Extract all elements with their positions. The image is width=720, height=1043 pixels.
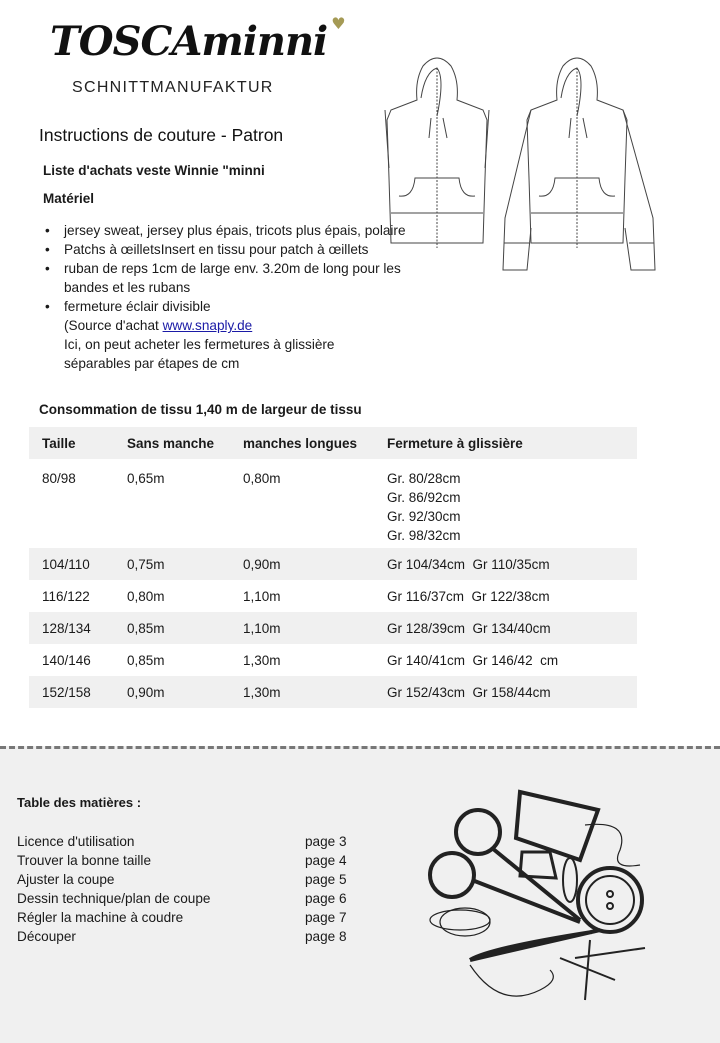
page-title: Instructions de couture - Patron: [39, 125, 284, 145]
sleeveless-cell: 0,75m: [114, 548, 230, 580]
toc-item[interactable]: [17, 908, 357, 927]
column-header: Taille: [29, 427, 114, 459]
toc-label: Dessin technique/plan de coupe: [17, 891, 211, 906]
table-row: [29, 580, 637, 612]
toc-page: page 8: [305, 929, 347, 944]
toc-list: [17, 832, 357, 946]
long-sleeve-cell: 1,30m: [243, 652, 281, 668]
toc-label: Régler la machine à coudre: [17, 910, 184, 925]
size-cell: 140/146: [42, 652, 91, 668]
sewing-tools-illustration: [420, 780, 650, 1000]
safety-pin-icon: [563, 858, 577, 902]
material-item: • Patchs à œilletsInsert en tissu pour patch à œillets: [43, 240, 433, 259]
zip-cell: [374, 459, 637, 548]
brand-tagline: SCHNITTMANUFAKTUR: [72, 79, 274, 96]
fabric-table: [29, 427, 637, 708]
scissors-icon: [430, 810, 580, 922]
long-sleeve-jacket-drawing: [503, 58, 655, 270]
toc-label: Trouver la bonne taille: [17, 853, 151, 868]
fabric-consumption-heading: Consommation de tissu 1,40 m de largeur de tissu: [39, 402, 362, 417]
size-cell: 80/98: [42, 471, 76, 486]
toc-label: Ajuster la coupe: [17, 872, 115, 887]
sleeveless-cell: 0,65m: [127, 471, 165, 486]
long-sleeve-cell: 1,10m: [243, 588, 281, 604]
sleeveless-cell: 0,85m: [114, 612, 230, 644]
size-cell: 104/110: [29, 548, 114, 580]
column-header: manches longues: [230, 427, 374, 459]
sleeveless-cell: 0,90m: [114, 676, 230, 708]
toc-page: page 6: [305, 891, 347, 906]
snaply-link[interactable]: www.snaply.de: [162, 318, 253, 333]
table-row: [29, 459, 637, 548]
materials-heading: Matériel: [43, 191, 95, 206]
table-row: [29, 612, 637, 644]
toc-page: page 3: [305, 834, 347, 849]
table-row: [29, 644, 637, 676]
material-item-zipper: [43, 297, 433, 373]
long-sleeve-cell: 1,10m: [230, 612, 374, 644]
table-row: [29, 548, 637, 580]
material-item: • ruban de reps 1cm de large env. 3.20m de long pour les bandes et les rubans: [43, 259, 433, 297]
table-row: [29, 676, 637, 708]
size-cell: 128/134: [29, 612, 114, 644]
zip-cell: Gr 116/37cm Gr 122/38cm: [387, 588, 550, 604]
brand-logo: [50, 14, 346, 70]
material-item: • jersey sweat, jersey plus épais, tricots plus épais, polaire: [43, 221, 433, 240]
zipper-note-line: séparables par étapes de cm: [64, 356, 240, 371]
size-cell: 152/158: [29, 676, 114, 708]
toc-item[interactable]: [17, 832, 357, 851]
zip-cell: Gr 152/43cm Gr 158/44cm: [374, 676, 637, 708]
zip-cell: Gr 140/41cm Gr 146/42 cm: [387, 652, 559, 668]
toc-title: Table des matières :: [17, 795, 142, 810]
toc-item[interactable]: [17, 851, 357, 870]
zipper-note-line: Ici, on peut acheter les fermetures à glissière: [64, 337, 335, 352]
sleeveless-jacket-drawing: [385, 58, 489, 248]
zip-size: Gr. 98/32cm: [387, 528, 461, 543]
source-prefix: (Source d'achat: [64, 318, 163, 333]
column-header: Fermeture à glissière: [374, 427, 637, 459]
size-cell: 116/122: [42, 588, 90, 604]
zip-cell: Gr 128/39cm Gr 134/40cm: [374, 612, 637, 644]
heart-icon: ♥: [331, 14, 346, 33]
thread-spool-icon: [516, 792, 598, 860]
thread-bundle-icon: [430, 824, 640, 996]
button-icon: [578, 868, 642, 932]
zipper-line: fermeture éclair divisible: [64, 299, 211, 314]
zip-size: Gr. 80/28cm: [387, 471, 461, 486]
toc-page: page 5: [305, 872, 347, 887]
toc-item[interactable]: [17, 889, 357, 908]
zip-size: Gr. 86/92cm: [387, 490, 461, 505]
toc-item[interactable]: [17, 927, 357, 946]
needle-icon: [470, 930, 600, 960]
sleeveless-cell: 0,80m: [127, 588, 165, 604]
sleeveless-cell: 0,85m: [127, 652, 165, 668]
table-header-row: [29, 427, 637, 459]
zip-cell: Gr 104/34cm Gr 110/35cm: [374, 548, 637, 580]
column-header: Sans manche: [114, 427, 230, 459]
toc-label: Découper: [17, 929, 76, 944]
toc-item[interactable]: [17, 870, 357, 889]
brand-name: TOSCAminni: [50, 18, 328, 65]
materials-list: [43, 221, 433, 373]
pins-icon: [560, 940, 645, 1000]
toc-page: page 7: [305, 910, 347, 925]
toc-label: Licence d'utilisation: [17, 834, 135, 849]
long-sleeve-cell: 0,90m: [230, 548, 374, 580]
long-sleeve-cell: 0,80m: [243, 471, 281, 486]
toc-page: page 4: [305, 853, 347, 868]
long-sleeve-cell: 1,30m: [230, 676, 374, 708]
shopping-list-title: Liste d'achats veste Winnie "minni: [43, 163, 265, 178]
zip-size: Gr. 92/30cm: [387, 509, 461, 524]
